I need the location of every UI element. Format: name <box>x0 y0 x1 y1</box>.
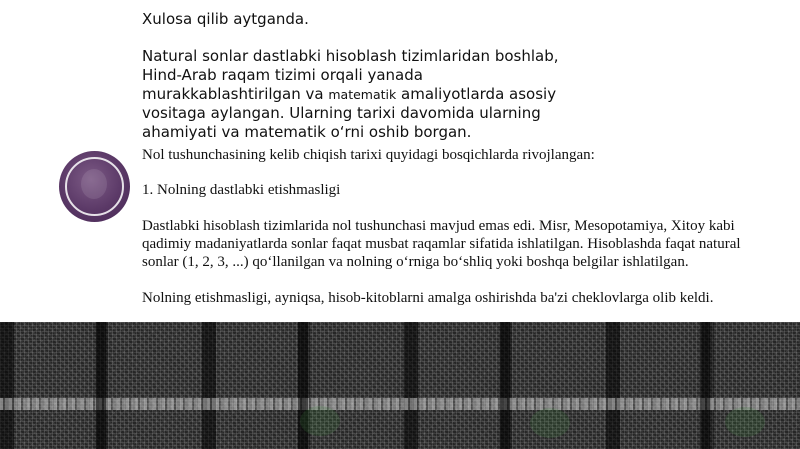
noise-tint <box>725 407 765 437</box>
noise-dark-column <box>500 322 510 449</box>
intro-line: Nol tushunchasining kelib chiqish tarixi quyidagi bosqichlarda rivojlangan: <box>142 147 595 163</box>
noise-light-row <box>0 398 800 410</box>
summary-small-word: matematik <box>328 87 397 102</box>
avatar <box>59 151 130 222</box>
avatar-sheen <box>81 169 107 199</box>
summary-paragraph <box>142 47 562 142</box>
section-paragraph: Dastlabki hisoblash tizimlarida nol tushunchasi mavjud emas edi. Misr, Mesopotamiya, Xitoy kabi qadimiy madaniyatlarda sonlar faqat musbat raqamlar sifatida ishlatilgan. Hisoblashda faqat natural sonlar (1, 2, 3, ...) qo‘llanilgan va nolning o‘rniga bo‘shliq yoki boshqa belgilar ishlatilgan. <box>142 218 741 270</box>
noise-image-band <box>0 322 800 449</box>
noise-dark-column <box>700 322 710 449</box>
summary-text-start: Natural sonlar dastlabki hisoblash tizimlaridan boshlab, Hind-Arab raqam tizimi orqali yanada murakkablashtirilgan va <box>142 47 559 103</box>
section-heading: 1. Nolning dastlabki etishmasligi <box>142 182 341 198</box>
summary-heading: Xulosa qilib aytganda. <box>142 10 309 28</box>
noise-dark-column <box>96 322 106 449</box>
noise-tint <box>300 406 340 436</box>
noise-tint <box>530 408 570 438</box>
summary-text-end: amaliyotlarda asosiy vositaga aylangan. Ularning tarixi davomida ularning ahamiyati va matematik o‘rni oshib borgan. <box>142 85 557 141</box>
section-paragraph: Nolning etishmasligi, ayniqsa, hisob-kitoblarni amalga oshirishda ba'zi cheklovlarga olib keldi. <box>142 290 714 306</box>
